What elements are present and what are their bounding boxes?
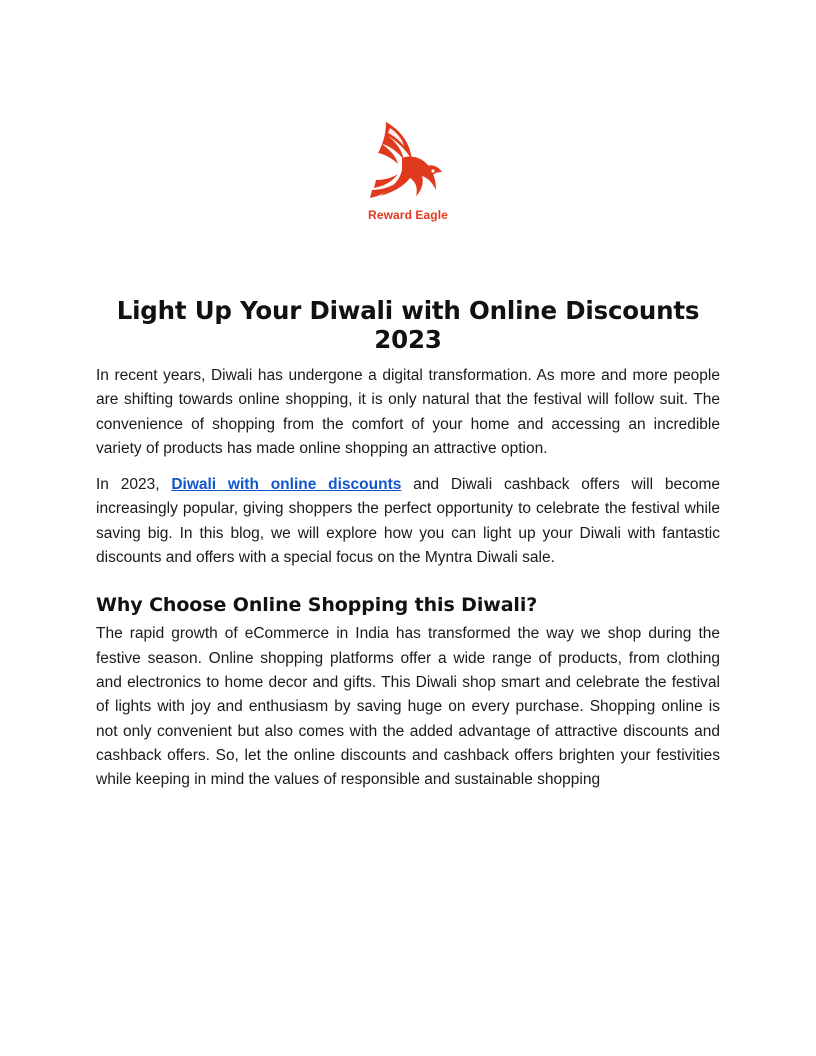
- eagle-icon: [366, 120, 450, 206]
- brand-name: Reward Eagle: [368, 208, 448, 222]
- second-paragraph-suffix: and Diwali cashback offers will become increasingly popular, giving shoppers the perfect opportunity to celebrate the festival while saving big. In this blog, we will explore how you can light up your Diwali with fantastic discounts and offers with a special focus on the Myntra Diwali sale.: [96, 476, 721, 567]
- page-title: Light Up Your Diwali with Online Discounts 2023: [116, 296, 700, 354]
- second-paragraph: [96, 473, 720, 570]
- brand-logo: [352, 120, 464, 222]
- second-paragraph-prefix: In 2023,: [96, 476, 172, 494]
- diwali-discounts-link[interactable]: Diwali with online discounts: [171, 476, 402, 494]
- article: [96, 296, 720, 804]
- intro-paragraph: In recent years, Diwali has undergone a digital transformation. As more and more people are shifting towards online shopping, it is only natural that the festival will follow suit. The convenience of shopping from the comfort of your home and accessing an incredible variety of products has made online shopping an attractive option.: [96, 367, 720, 457]
- section-heading: Why Choose Online Shopping this Diwali?: [96, 594, 538, 617]
- section-paragraph: The rapid growth of eCommerce in India has transformed the way we shop during the festive season. Online shopping platforms offer a wide range of products, from clothing and electronics to home decor and gifts. This Diwali shop smart and celebrate the festival of lights with joy and enthusiasm by saving huge on every purchase. Shopping online is not only convenient but also comes with the added advantage of attractive discounts and cashback offers. So, let the online discounts and cashback offers brighten your festivities while keeping in mind the values of responsible and sustainable shopping: [96, 625, 720, 789]
